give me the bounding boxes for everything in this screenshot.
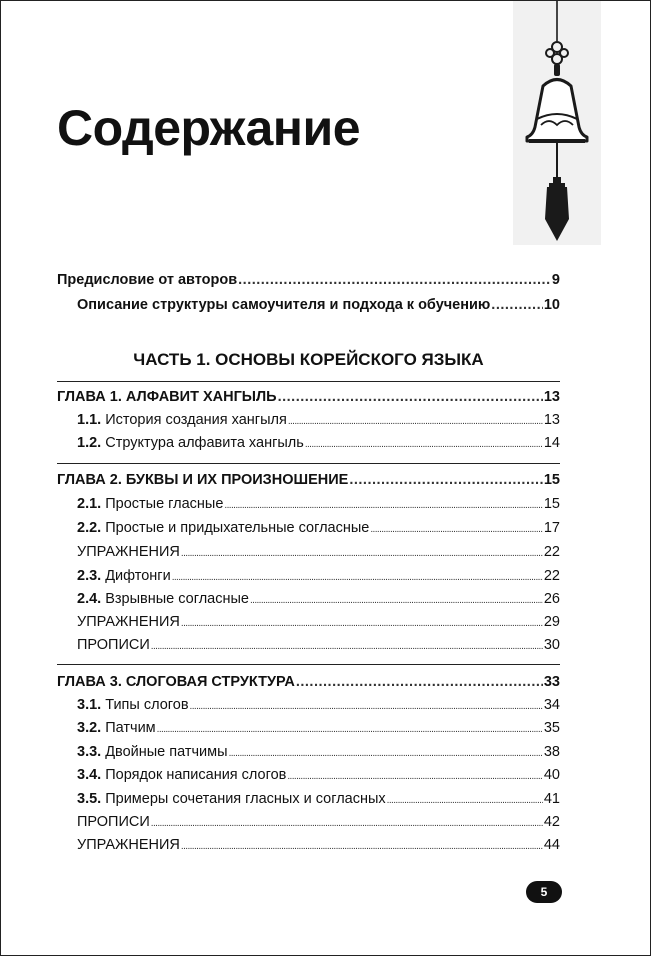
toc-entry-structure[interactable] [77,296,560,314]
toc-entry-page: 35 [543,720,560,736]
toc-section-2-3[interactable] [77,567,560,587]
toc-section-title: Простые гласные [105,496,224,512]
toc-entry-page: 15 [543,472,560,488]
divider [57,381,560,382]
toc-leader-dots [181,836,543,856]
toc-section-3-1[interactable] [77,696,560,716]
toc-section-title: ПРОПИСИ [77,814,150,830]
toc-leader-dots [296,673,543,691]
toc-section-2-1[interactable] [77,495,560,515]
toc-section-3-3[interactable] [77,743,560,763]
toc-section-number: 2.2. [77,520,102,536]
toc-entry-page: 22 [543,544,560,560]
toc-leader-dots [370,519,543,539]
toc-section-title: Примеры сочетания гласных и согласных [105,791,386,807]
part-heading: ЧАСТЬ 1. ОСНОВЫ КОРЕЙСКОГО ЯЗЫКА [133,350,484,369]
toc-chapter-title: ГЛАВА 2. БУКВЫ И ИХ ПРОИЗНОШЕНИЕ [57,472,349,488]
page-title: Содержание [57,100,361,156]
toc-leader-dots [172,567,543,587]
toc-entry-page: 10 [543,297,560,313]
toc-entry-page: 9 [551,272,560,288]
toc-leader-dots [238,271,551,289]
toc-section-1-2[interactable] [77,434,560,454]
toc-entry-page: 34 [543,697,560,713]
toc-leader-dots [305,434,543,454]
toc-leader-dots [278,388,543,406]
toc-section-number: 1.1. [77,412,102,428]
toc-leader-dots [190,696,543,716]
toc-section-2-2[interactable] [77,519,560,539]
toc-leader-dots [157,719,543,739]
toc-copybook[interactable] [77,813,560,833]
toc-section-title: УПРАЖНЕНИЯ [77,837,180,853]
toc-leader-dots [151,813,543,833]
toc-leader-dots [288,411,543,431]
toc-entry-page: 42 [543,814,560,830]
toc-section-3-4[interactable] [77,766,560,786]
toc-section-title: Типы слогов [105,697,189,713]
toc-chapter-2[interactable] [57,471,560,489]
toc-section-title: История создания хангыля [105,412,287,428]
toc-entry-preface[interactable] [57,271,560,289]
toc-entry-page: 13 [543,412,560,428]
toc-entry-page: 30 [543,637,560,653]
toc-exercises[interactable] [77,836,560,856]
toc-section-title: Двойные патчимы [105,744,228,760]
toc-section-number: 3.2. [77,720,102,736]
toc-entry-page: 29 [543,614,560,630]
toc-section-title: УПРАЖНЕНИЯ [77,614,180,630]
toc-section-2-4[interactable] [77,590,560,610]
toc-leader-dots [181,613,543,633]
toc-section-number: 2.4. [77,591,102,607]
toc-section-title: УПРАЖНЕНИЯ [77,544,180,560]
toc-section-1-1[interactable] [77,411,560,431]
divider [57,664,560,665]
toc-section-number: 2.1. [77,496,102,512]
divider [57,463,560,464]
toc-entry-page: 33 [543,674,560,690]
toc-exercises[interactable] [77,543,560,563]
toc-section-number: 3.5. [77,791,102,807]
toc-entry-page: 44 [543,837,560,853]
toc-section-number: 3.3. [77,744,102,760]
toc-section-number: 2.3. [77,568,102,584]
bell-ornament-icon [513,1,601,245]
toc-section-title: Порядок написания слогов [105,767,287,783]
toc-entry-page: 15 [543,496,560,512]
toc-section-title: Взрывные согласные [105,591,249,607]
toc-section-title: ПРОПИСИ [77,637,150,653]
toc-entry-page: 41 [543,791,560,807]
toc-chapter-3[interactable] [57,673,560,691]
toc-chapter-1[interactable] [57,388,560,406]
toc-section-3-2[interactable] [77,719,560,739]
toc-entry-page: 17 [543,520,560,536]
toc-section-number: 1.2. [77,435,102,451]
toc-leader-dots [151,636,543,656]
toc-section-number: 3.1. [77,697,102,713]
toc-entry-title: Описание структуры самоучителя и подхода к обучению [77,297,491,313]
toc-section-title: Структура алфавита хангыль [105,435,304,451]
toc-leader-dots [349,471,543,489]
toc-entry-page: 26 [543,591,560,607]
toc-leader-dots [387,790,543,810]
toc-leader-dots [181,543,543,563]
toc-leader-dots [287,766,543,786]
toc-copybook[interactable] [77,636,560,656]
toc-section-title: Дифтонги [105,568,171,584]
toc-leader-dots [224,495,542,515]
toc-entry-page: 13 [543,389,560,405]
toc-exercises[interactable] [77,613,560,633]
toc-entry-page: 40 [543,767,560,783]
toc-chapter-title: ГЛАВА 1. АЛФАВИТ ХАНГЫЛЬ [57,389,277,405]
toc-entry-page: 22 [543,568,560,584]
toc-section-number: 3.4. [77,767,102,783]
toc-leader-dots [491,296,543,314]
toc-entry-title: Предисловие от авторов [57,272,238,288]
page-number-badge: 5 [526,881,562,903]
toc-entry-page: 14 [543,435,560,451]
toc-leader-dots [229,743,543,763]
toc-section-title: Простые и придыхательные согласные [105,520,370,536]
toc-chapter-title: ГЛАВА 3. СЛОГОВАЯ СТРУКТУРА [57,674,295,690]
toc-entry-page: 38 [543,744,560,760]
toc-leader-dots [250,590,543,610]
toc-section-title: Патчим [105,720,156,736]
toc-section-3-5[interactable] [77,790,560,810]
